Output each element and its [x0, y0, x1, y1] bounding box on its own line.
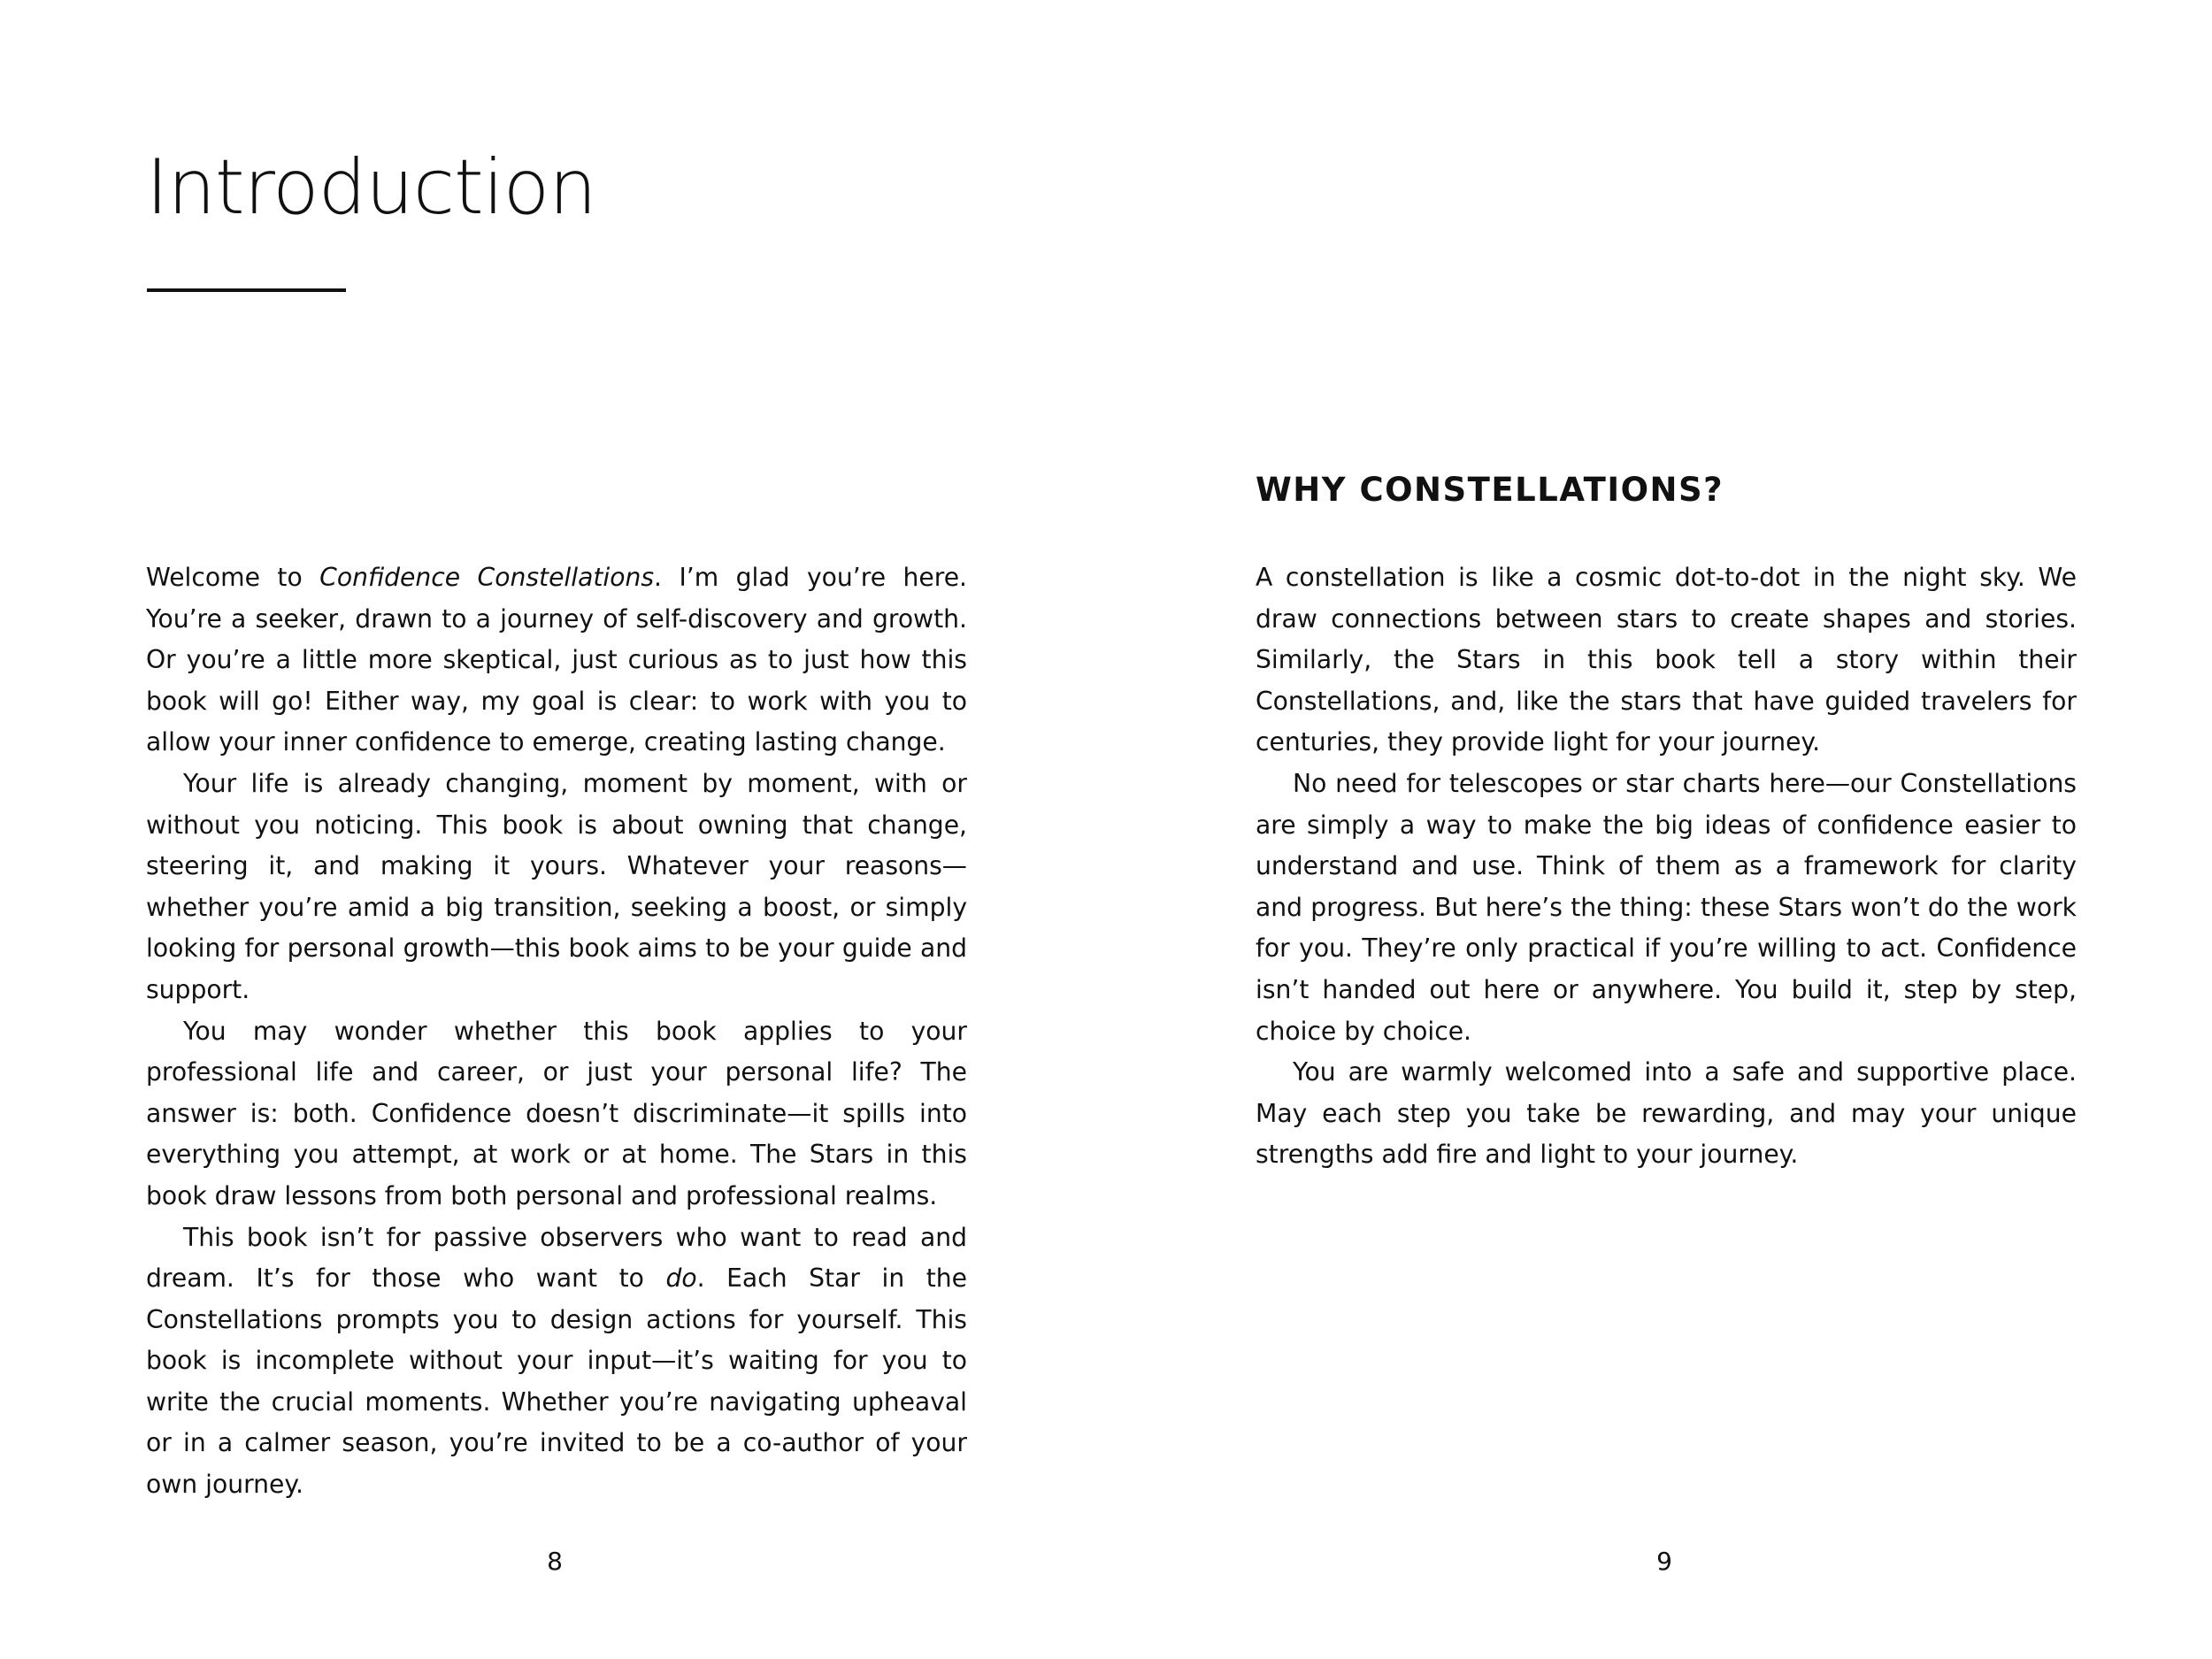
- chapter-title: Introduction: [146, 143, 596, 232]
- paragraph-welcome: [146, 557, 967, 764]
- page-number-right: 9: [1656, 1547, 1672, 1576]
- paragraph-cosmic-dot-to-dot: A constellation is like a cosmic dot-to-dot in the night sky. We draw connections between stars to create shapes and stories. Similarly, the Stars in this book tell a story within their Constellations, and, like the stars that have guided travelers for centuries, they provide light for your journey.: [1256, 563, 2077, 757]
- section-heading: WHY CONSTELLATIONS?: [1256, 471, 1724, 509]
- introduction-body: [146, 557, 967, 1506]
- right-page: [1106, 0, 2212, 1659]
- paragraph-no-telescopes: No need for telescopes or star charts here—our Constellations are simply a way to make the big ideas of confidence easier to understand and use. Think of them as a framework for clarity and progress. But here’s the thing: these Stars won’t do the work for you. They’re only practical if you’re willing to act. Confidence isn’t handed out here or anywhere. You build it, step by step, choice by choice.: [1256, 768, 2077, 1046]
- paragraph-text: . Each Star in the Constellations prompts you to design actions for yourself. This book is incomplete without your input—it’s waiting for you to write the crucial moments. Whether you’re navigating upheaval or in a calmer season, you’re invited to be a co-author of your own journey.: [146, 1263, 968, 1500]
- paragraph-life-changing: Your life is already changing, moment by moment, with or without you noticing. This book is about owning that change, steering it, and making it yours. Whatever your reasons—whether you’re amid a big transition, seeking a boost, or simply looking for personal growth—this book aims to be your guide and support.: [146, 768, 967, 1004]
- paragraph-text: Welcome to: [146, 563, 320, 592]
- paragraph-active-readers: [146, 1217, 967, 1506]
- do-emphasis: do: [665, 1263, 697, 1294]
- paragraph-text: This book isn’t for passive observers who want to read and dream. It’s for those who want to: [146, 1222, 967, 1294]
- page-number-left: 8: [547, 1547, 563, 1576]
- paragraph-text: . I’m glad you’re here. You’re a seeker, drawn to a journey of self-discovery and growth. Or you’re a little more skeptical, just curious as to just how this book will go! Either way, my goal is clear: to work with you to allow your inner confidence to emerge, creating lasting change.: [146, 563, 967, 757]
- book-title-emphasis: Confidence Constellations: [319, 563, 655, 592]
- paragraph-professional-personal: You may wonder whether this book applies to your professional life and career, or just your personal life? The answer is: both. Confidence doesn’t discriminate—it spills into everything you attempt, at work or at home. The Stars in this book draw lessons from both personal and professional realms.: [146, 1016, 967, 1210]
- title-underline-rule: [147, 288, 346, 292]
- why-constellations-body: [1256, 557, 2077, 1176]
- paragraph-warm-welcome: You are warmly welcomed into a safe and supportive place. May each step you take be rewarding, and may your unique strengths add fire and light to your journey.: [1256, 1057, 2077, 1170]
